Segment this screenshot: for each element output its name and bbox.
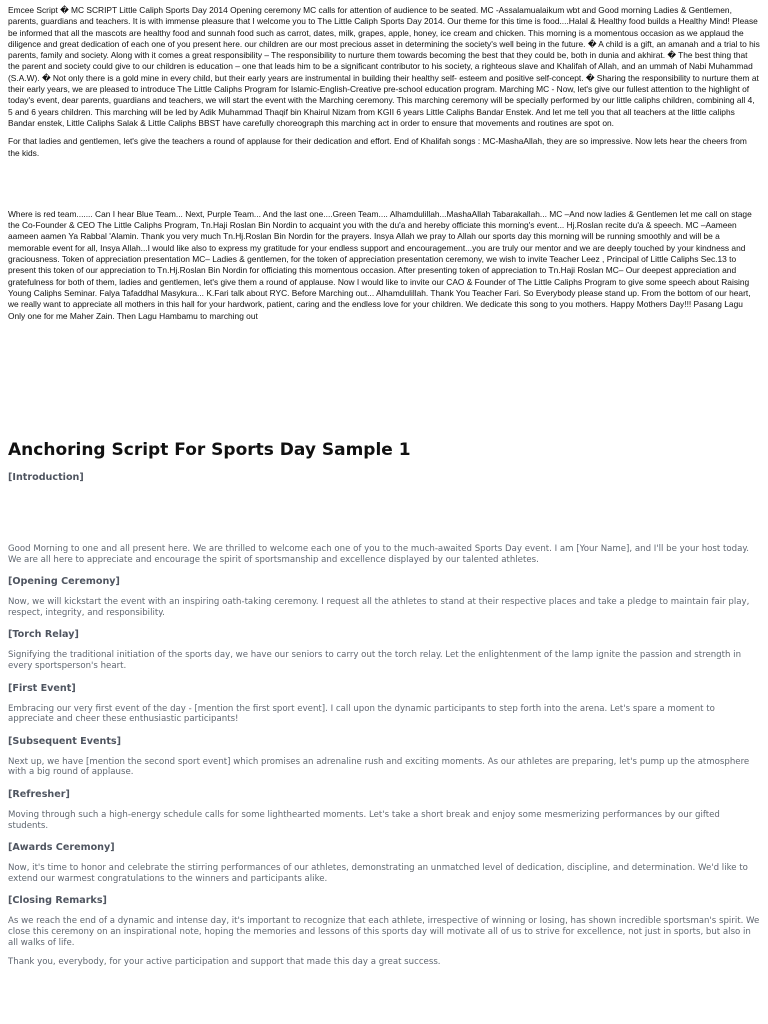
sample-title: Anchoring Script For Sports Day Sample 1 bbox=[8, 440, 411, 460]
section-heading-first-event: [First Event] bbox=[8, 682, 76, 694]
section-body-opening-ceremony: Now, we will kickstart the event with an inspiring oath-taking ceremony. I request all the athletes to stand at their respective places and take a pledge to maintain fair play, respect, integrity, and responsibility. bbox=[8, 597, 750, 618]
section-body-subsequent-events: Next up, we have [mention the second sport event] which promises an adrenaline rush and exciting moments. As our athletes are preparing, let's pump up the atmosphere with a big round of applause. bbox=[8, 756, 750, 778]
section-body-closing-remarks: As we reach the end of a dynamic and intense day, it's important to recognize that each athlete, irrespective of winning or losing, has shown incredible sportsman's spirit. We close this ceremony on an inspirational note, hoping the memories and lessons of this sports day will motivate all of us to strive for excellence, not just in sports, but also in all walks of life. bbox=[8, 916, 760, 948]
emcee-paragraph-1: Emcee Script � MC SCRIPT Little Caliph Sports Day 2014 Opening ceremony MC calls for attention of audience to be seated. MC -Assalamualaikum wbt and Good morning Ladies & Gentlemen, parents, guardians and teachers. It is with immense pleasure that I welcome you to The Little Caliph Sports Day 2014. Our theme for this time is food....Halal & Healthy food builds a Healthy Mind! Please be informed that all the mascots are healthy food and sunnah food such as carrot, dates, milk, grapes, apple, honey, ice cream and chicken. This morning is a momentous occasion as we applaud the diligence and great dedication of each one of you present here. our children are our most precious asset in determining the society's well being in the future. � A child is a gift, an amanah and a trial to his parents, family and society. Along with it comes a great responsibility – The responsibility to nurture them towards becoming the best that they could be, both in dunia and akhirat. � The best thing that the parent and society could give to our children is education – one that leads him to be a significant contributor to his society, a righteous slave and Khalifah of Allah, and an ummah of Nabi Muhammad (S.A.W). � Not only there is a gold mine in every child, but their early years are instrumental in building their healthy self- esteem and positive self-concept. � Sharing the responsibility to nurture them at their early years, we are pleased to introduce The Little Caliphs Program for Islamic-English-Creative pre-school education program. Marching MC - Now, let's give our fullest attention to the highlight of today's event, dear parents, guardians and teachers, we will start the event with the Marching ceremony. This marching ceremony will be specially performed by our little caliphs children, combining all 4, 5 and 6 years children. This marching will be led by Adik Muhammad Thaqif bin Khairul Nizam from KGII 6 years Little Caliphs Bandar Enstek. And let me tell you that all teachers at the little caliphs Bandar enstek, Little Caliphs Salak & Little Caliphs BBST have carefully choreograph this marching act in order to ensure that movements and routines are spot on. bbox=[8, 5, 760, 128]
section-body-awards-ceremony: Now, it's time to honor and celebrate the stirring performances of our athletes, demonstrating an unmatched level of dedication, discipline, and determination. We'd like to extend our warmest congratulations to the winners and participants alike. bbox=[8, 863, 748, 884]
emcee-paragraph-2: For that ladies and gentlemen, let's give the teachers a round of applause for their dedication and effort. End of Khalifah songs : MC-MashaAllah, they are so impressive. Now lets hear the cheers from the kids. bbox=[8, 136, 747, 158]
section-heading-torch-relay: [Torch Relay] bbox=[8, 629, 79, 641]
section-heading-awards-ceremony: [Awards Ceremony] bbox=[8, 842, 115, 854]
emcee-paragraph-3: Where is red team....... Can I hear Blue Team... Next, Purple Team... And the last one....Green Team.... Alhamdulillah...MashaAllah Tabarakallah... MC –And now ladies & Gentlemen let me call on stage the Co-Founder & CEO The Little Caliphs Program, Tn.Haji Roslan Bin Nordin to acquaint you with the du'a and hereby officiate this morning's event... Hj.Roslan recite du'a & speech. MC –Aameen aameen aamen Ya Rabbal 'Alamin. Thank you very much Tn.Hj.Roslan Bin Nordin for the prayers. Insya Allah we pray to Allah our sports day this morning will be running smoothly and will be a memorable event for all, Insya Allah...I would like also to express my gratitude for your endless support and encouragement...you are truly our mentor and we are deeply touched by your kindness and graciousness. Token of appreciation presentation MC– Ladies & gentlemen, for the token of appreciation presentation ceremony, we wish to invite Teacher Leez , Principal of Little Caliphs Sec.13 to present this token of our appreciation to Tn.Hj.Roslan Bin Nordin for officiating this momentous occasion. After presenting token of appreciation to Tn.Haji Roslan MC– Our deepest appreciation and gratefulness for both of them, ladies and gentlemen, let's give them a round of applause. Now I would like to invite our CAO & Founder of The Little Caliphs Program to give some speech about Raising Young Caliphs Seminar. Falya Tafaddhal Masykura... K.Fari talk about RYC. Before Marching out... Alhamdulillah. Thank You Teacher Fari. So Everybody please stand up. From the bottom of our heart, we really want to appreciate all mothers in this hall for your hardwork, patient, caring and the endless love for your children. We dedicate this song to you mothers. Happy Mothers Day!!! Pasang Lagu Only one for me Maher Zain. Then Lagu Hambamu to marching out bbox=[8, 208, 752, 321]
section-heading-subsequent-events: [Subsequent Events] bbox=[8, 735, 121, 747]
section-heading-introduction: [Introduction] bbox=[8, 472, 84, 483]
section-body-first-event: Embracing our very first event of the day - [mention the first sport event]. I call upon the dynamic participants to step forth into the arena. Let's spare a moment to appreciate and cheer these enthusiastic participants! bbox=[8, 703, 715, 725]
section-body-refresher: Moving through such a high-energy schedule calls for some lighthearted moments. Let's take a short break and enjoy some mesmerizing performances by our gifted students. bbox=[8, 809, 720, 831]
emcee-script bbox=[8, 5, 760, 329]
section-heading-closing-remarks: [Closing Remarks] bbox=[8, 895, 107, 907]
section-heading-refresher: [Refresher] bbox=[8, 788, 70, 800]
sports-day-sample bbox=[8, 440, 760, 968]
section-body-torch-relay: Signifying the traditional initiation of the sports day, we have our seniors to carry out the torch relay. Let the enlightenment of the lamp ignite the passion and strength in every sportsperson's heart. bbox=[8, 650, 742, 671]
section-body-introduction: Good Morning to one and all present here. We are thrilled to welcome each one of you to the much-awaited Sports Day event. I am [Your Name], and I'll be your host today. We are all here to appreciate and encourage the spirit of sportsmanship and excellence displayed by our talented athletes. bbox=[8, 544, 749, 565]
closing-thanks: Thank you, everybody, for your active participation and support that made this day a great success. bbox=[8, 957, 441, 968]
section-heading-opening-ceremony: [Opening Ceremony] bbox=[8, 576, 120, 588]
